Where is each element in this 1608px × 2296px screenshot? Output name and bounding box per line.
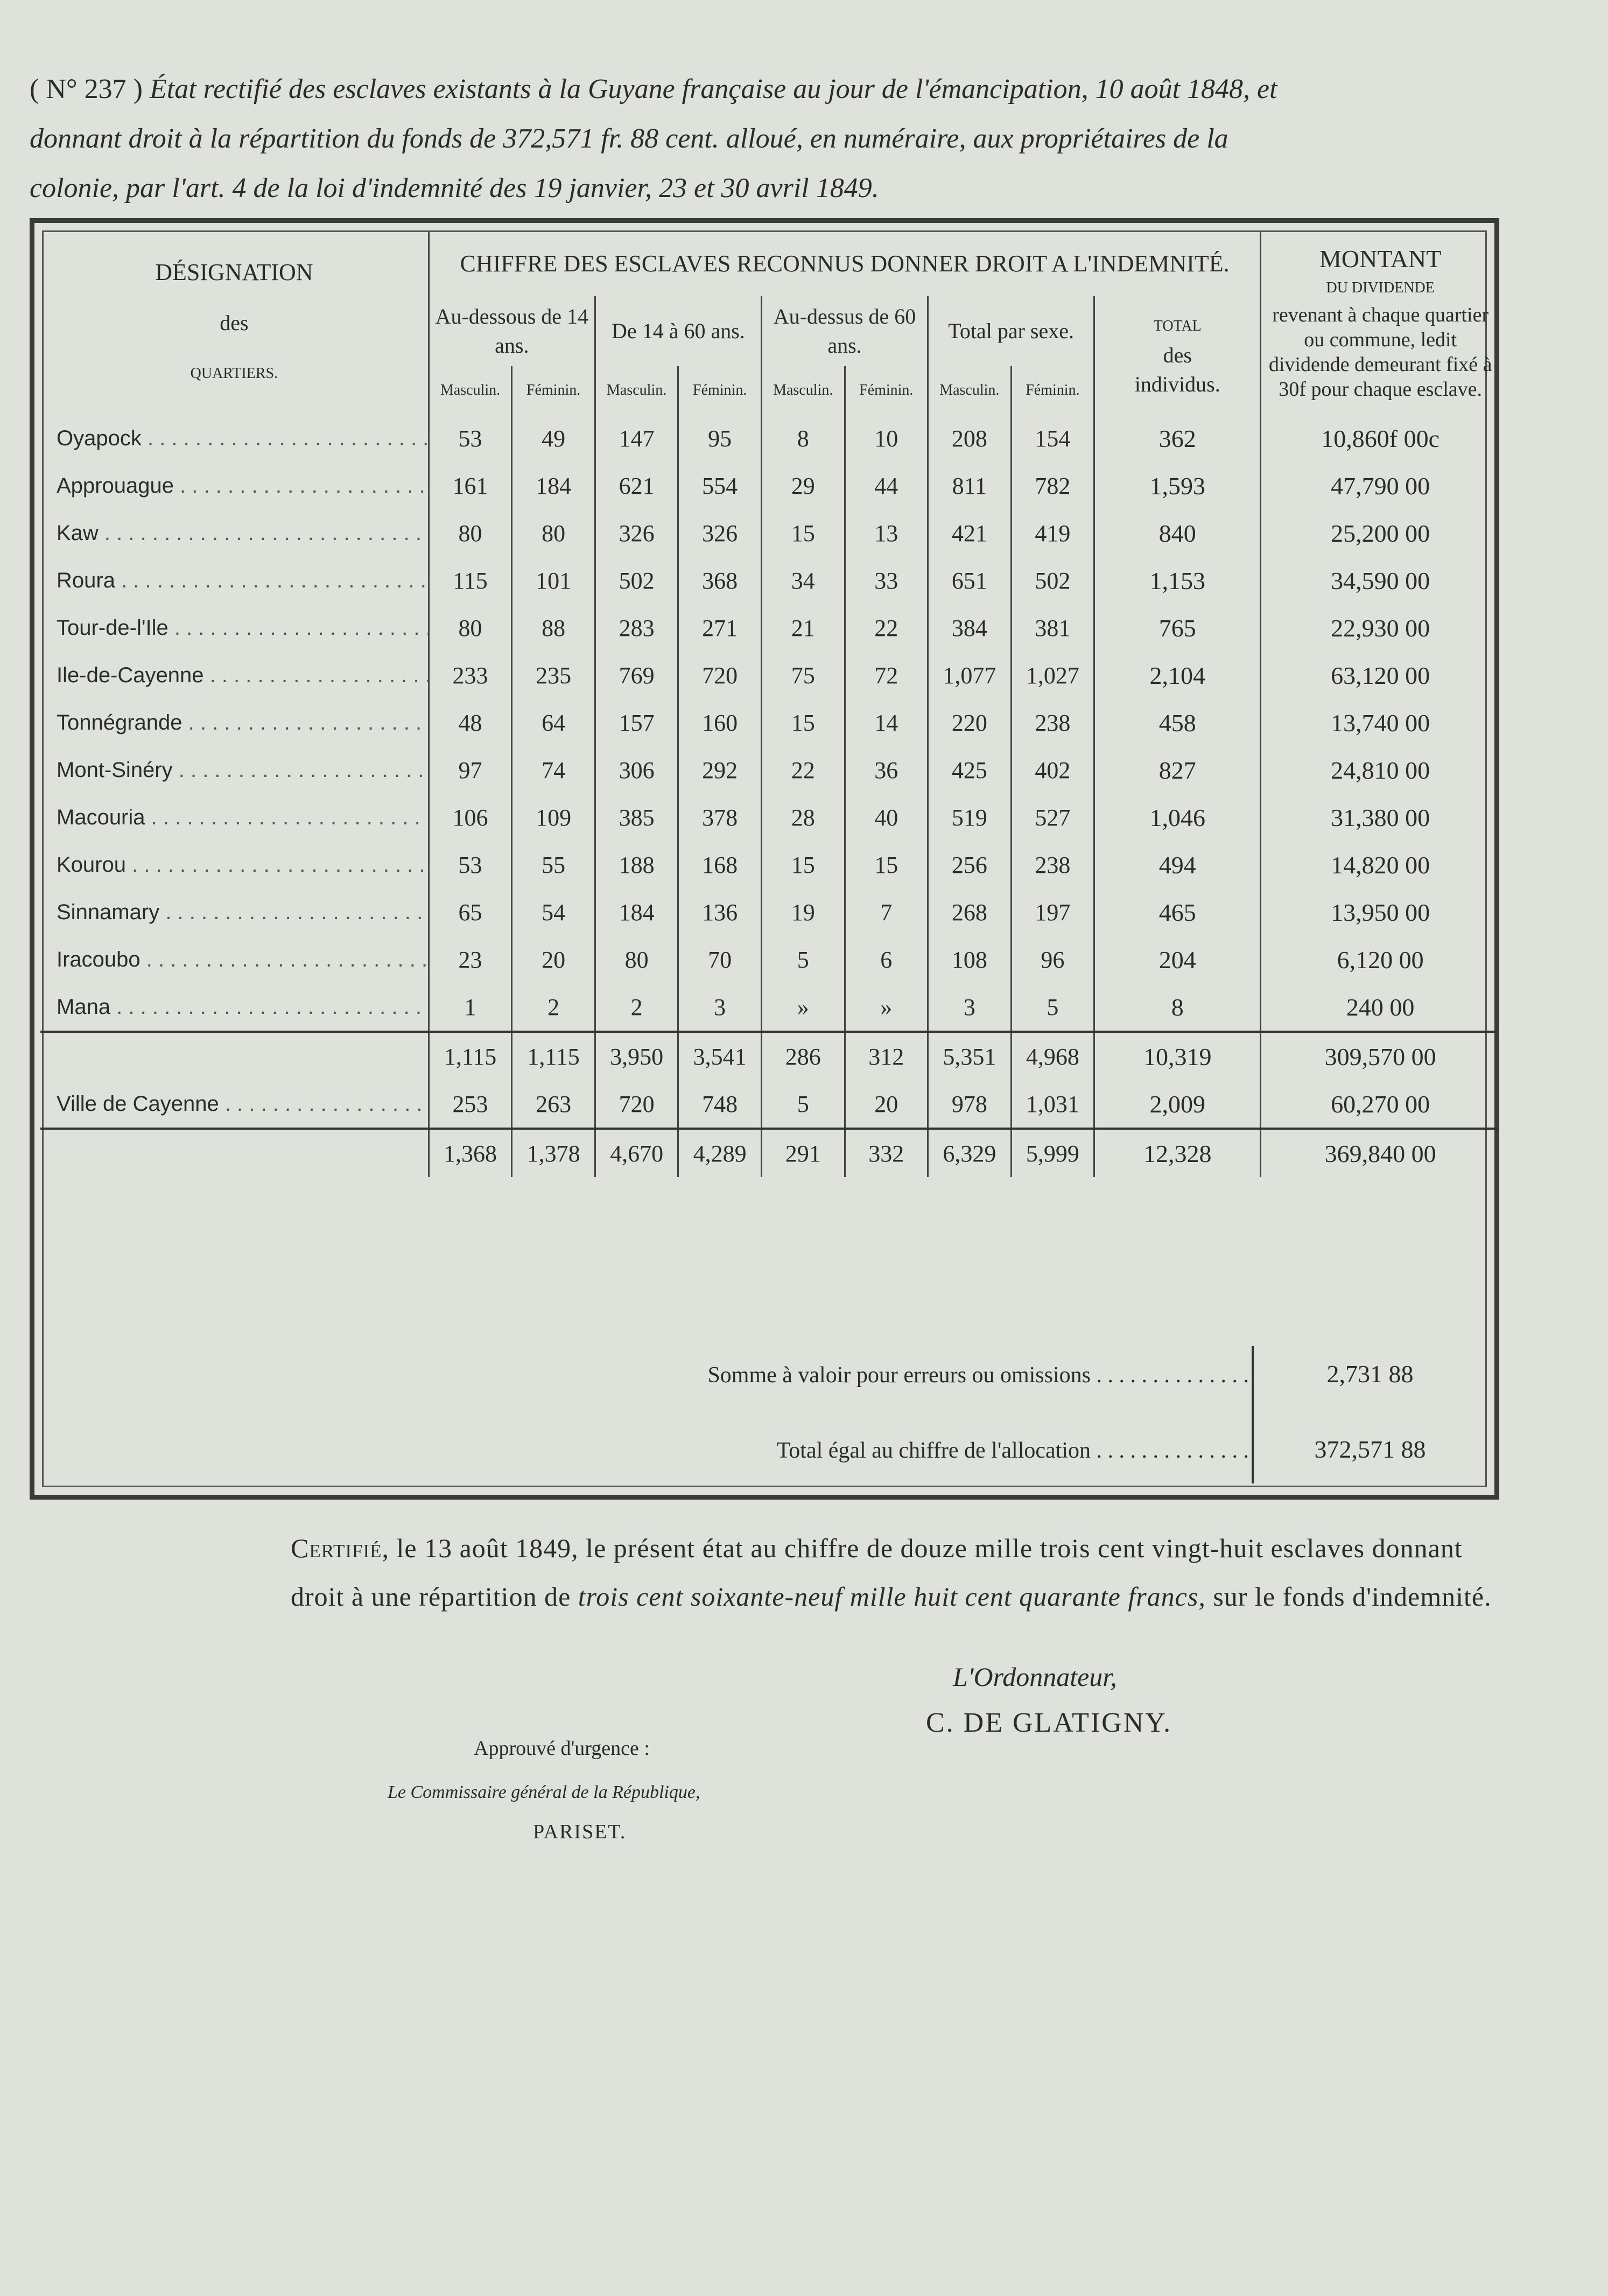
count-cell: 20 (845, 1080, 928, 1129)
quartier-name: Sinnamary . . . (40, 888, 429, 936)
table-row (40, 415, 1499, 462)
montant-cell: 31,380 00 (1261, 794, 1499, 841)
count-cell: 15 (761, 699, 845, 746)
count-cell: 720 (595, 1080, 678, 1129)
count-cell: 75 (761, 652, 845, 699)
count-cell: 208 (928, 415, 1012, 462)
count-cell: 106 (429, 794, 512, 841)
quartier-name: Kaw . . . (40, 509, 429, 557)
total-cell: 8 (1094, 983, 1261, 1032)
count-cell: » (761, 983, 845, 1032)
count-cell: 238 (1011, 841, 1094, 888)
count-cell: 188 (595, 841, 678, 888)
total-cell: 2,009 (1094, 1080, 1261, 1129)
count-cell: 378 (678, 794, 762, 841)
quartier-name: Approuague . . . (40, 462, 429, 509)
total-cell: 12,328 (1094, 1129, 1261, 1177)
count-cell: 80 (512, 509, 595, 557)
count-cell: 13 (845, 509, 928, 557)
count-cell: 7 (845, 888, 928, 936)
count-cell: 101 (512, 557, 595, 604)
table-row (40, 936, 1499, 983)
count-cell: 14 (845, 699, 928, 746)
header-line-1: État rectifié des esclaves existants à la Guyane française au jour de l'émancipation, 10 août 1848, et (149, 74, 1277, 104)
count-cell: 53 (429, 415, 512, 462)
certification-text: Certifié, le 13 août 1849, le présent état au chiffre de douze mille trois cent vingt-huit esclaves donnant droit à une répartition de trois cent soixante-neuf mille huit cent quarante francs, sur le fonds d'indemnité. (291, 1533, 1492, 1612)
count-cell: 10 (845, 415, 928, 462)
count-cell: 1,077 (928, 652, 1012, 699)
count-cell: 80 (429, 509, 512, 557)
count-cell: 44 (845, 462, 928, 509)
count-cell: 34 (761, 557, 845, 604)
count-cell: 238 (1011, 699, 1094, 746)
total-sexe-header: Total par sexe. (928, 296, 1094, 366)
count-cell: 3 (678, 983, 762, 1032)
count-cell: 48 (429, 699, 512, 746)
table-row (40, 557, 1499, 604)
count-cell: 368 (678, 557, 762, 604)
count-cell: 425 (928, 746, 1012, 794)
count-cell: 115 (429, 557, 512, 604)
count-cell: 4,289 (678, 1129, 762, 1177)
count-cell: 5 (761, 936, 845, 983)
total-cell: 494 (1094, 841, 1261, 888)
quartier-name: Tour-de-l'Ile . . . (40, 604, 429, 652)
table-row (40, 794, 1499, 841)
count-cell: 74 (512, 746, 595, 794)
masc-col: Masculin. (429, 366, 512, 415)
count-cell: 1,027 (1011, 652, 1094, 699)
chiffre-header: CHIFFRE DES ESCLAVES RECONNUS DONNER DROIT A L'INDEMNITÉ. (429, 232, 1261, 296)
quartier-name (40, 1032, 429, 1080)
count-cell: 96 (1011, 936, 1094, 983)
count-cell: 233 (429, 652, 512, 699)
count-cell: 80 (429, 604, 512, 652)
count-cell: 381 (1011, 604, 1094, 652)
count-cell: 157 (595, 699, 678, 746)
quartier-name: Ville de Cayenne . . . (40, 1080, 429, 1129)
somme-value: 2,731 88 (1326, 1360, 1414, 1388)
count-cell: 268 (928, 888, 1012, 936)
montant-cell: 13,740 00 (1261, 699, 1499, 746)
count-cell: 36 (845, 746, 928, 794)
count-cell: 263 (512, 1080, 595, 1129)
count-cell: 291 (761, 1129, 845, 1177)
count-cell: 136 (678, 888, 762, 936)
quartier-name: Kourou . . . (40, 841, 429, 888)
count-cell: 15 (761, 509, 845, 557)
count-cell: 22 (761, 746, 845, 794)
count-cell: 109 (512, 794, 595, 841)
montant-cell: 369,840 00 (1261, 1129, 1499, 1177)
count-cell: 519 (928, 794, 1012, 841)
quartier-name: Roura . . . (40, 557, 429, 604)
table-row (40, 888, 1499, 936)
table-row (40, 1080, 1499, 1129)
designation-header: DÉSIGNATION des QUARTIERS. (155, 259, 313, 382)
total-cell: 1,153 (1094, 557, 1261, 604)
count-cell: 184 (512, 462, 595, 509)
quartier-name: Mont-Sinéry . . . (40, 746, 429, 794)
fem-col: Féminin. (845, 366, 928, 415)
masc-col: Masculin. (928, 366, 1012, 415)
count-cell: 3 (928, 983, 1012, 1032)
count-cell: 54 (512, 888, 595, 936)
count-cell: 621 (595, 462, 678, 509)
count-cell: 527 (1011, 794, 1094, 841)
count-cell: 64 (512, 699, 595, 746)
total-cell: 10,319 (1094, 1032, 1261, 1080)
count-cell: 19 (761, 888, 845, 936)
count-cell: 29 (761, 462, 845, 509)
count-cell: 811 (928, 462, 1012, 509)
count-cell: 15 (845, 841, 928, 888)
count-cell: 6 (845, 936, 928, 983)
header-line-2: donnant droit à la répartition du fonds de 372,571 fr. 88 cent. alloué, en numéraire, aux propriétaires de la (30, 123, 1228, 154)
fem-col: Féminin. (1011, 366, 1094, 415)
count-cell: 502 (1011, 557, 1094, 604)
total-cell: 362 (1094, 415, 1261, 462)
montant-cell: 47,790 00 (1261, 462, 1499, 509)
montant-header: MONTANT DU DIVIDENDE revenant à chaque quartier ou commune, ledit dividende demeurant fixé à 30f pour chaque esclave. (1261, 232, 1499, 415)
count-cell: 8 (761, 415, 845, 462)
count-cell: 554 (678, 462, 762, 509)
count-cell: 326 (595, 509, 678, 557)
montant-cell: 34,590 00 (1261, 557, 1499, 604)
total-cell: 204 (1094, 936, 1261, 983)
count-cell: 402 (1011, 746, 1094, 794)
table-row (40, 699, 1499, 746)
count-cell: 160 (678, 699, 762, 746)
count-cell: 384 (928, 604, 1012, 652)
total-cell: 827 (1094, 746, 1261, 794)
commissaire-name: PARISET. (533, 1821, 627, 1843)
approval-label: Approuvé d'urgence : (474, 1737, 650, 1760)
count-cell: 197 (1011, 888, 1094, 936)
montant-cell: 10,860f 00c (1261, 415, 1499, 462)
count-cell: 168 (678, 841, 762, 888)
quartier-name (40, 1129, 429, 1177)
table-row (40, 652, 1499, 699)
total-cell: 2,104 (1094, 652, 1261, 699)
table-row (40, 983, 1499, 1032)
montant-cell: 60,270 00 (1261, 1080, 1499, 1129)
count-cell: 1,115 (429, 1032, 512, 1080)
count-cell: 253 (429, 1080, 512, 1129)
count-cell: 21 (761, 604, 845, 652)
count-cell: 748 (678, 1080, 762, 1129)
count-cell: 4,670 (595, 1129, 678, 1177)
ordonnateur-title: L'Ordonnateur, (953, 1662, 1117, 1692)
count-cell: 33 (845, 557, 928, 604)
count-cell: 2 (512, 983, 595, 1032)
count-cell: 782 (1011, 462, 1094, 509)
quartier-name: Iracoubo . . . (40, 936, 429, 983)
total-cell: 840 (1094, 509, 1261, 557)
document-number: ( N° 237 ) (30, 74, 143, 104)
quartier-name: Mana . . . (40, 983, 429, 1032)
montant-cell: 63,120 00 (1261, 652, 1499, 699)
count-cell: 15 (761, 841, 845, 888)
count-cell: 5,351 (928, 1032, 1012, 1080)
fem-col: Féminin. (678, 366, 762, 415)
commissaire-title: Le Commissaire général de la République, (388, 1782, 700, 1802)
montant-cell: 309,570 00 (1261, 1032, 1499, 1080)
count-cell: 1,115 (512, 1032, 595, 1080)
montant-cell: 22,930 00 (1261, 604, 1499, 652)
quartier-name: Ile-de-Cayenne . . . (40, 652, 429, 699)
count-cell: 292 (678, 746, 762, 794)
count-cell: 283 (595, 604, 678, 652)
count-cell: 184 (595, 888, 678, 936)
over60-header: Au-dessus de 60 ans. (761, 296, 928, 366)
count-cell: 97 (429, 746, 512, 794)
slave-indemnity-table (40, 232, 1499, 1177)
count-cell: 65 (429, 888, 512, 936)
count-cell: 271 (678, 604, 762, 652)
total-cell: 765 (1094, 604, 1261, 652)
montant-cell: 14,820 00 (1261, 841, 1499, 888)
count-cell: 23 (429, 936, 512, 983)
total-egal-value: 372,571 88 (1314, 1436, 1426, 1463)
divider (1252, 1346, 1254, 1483)
count-cell: 502 (595, 557, 678, 604)
count-cell: 154 (1011, 415, 1094, 462)
masc-col: Masculin. (761, 366, 845, 415)
count-cell: 108 (928, 936, 1012, 983)
count-cell: 312 (845, 1032, 928, 1080)
count-cell: 147 (595, 415, 678, 462)
ordonnateur-name: C. DE GLATIGNY. (926, 1707, 1172, 1738)
document-header (30, 65, 1526, 213)
count-cell: 720 (678, 652, 762, 699)
fem-col: Féminin. (512, 366, 595, 415)
table-body (40, 415, 1499, 1177)
count-cell: 22 (845, 604, 928, 652)
montant-cell: 25,200 00 (1261, 509, 1499, 557)
count-cell: 55 (512, 841, 595, 888)
montant-cell: 6,120 00 (1261, 936, 1499, 983)
under14-header: Au-dessous de 14 ans. (429, 296, 595, 366)
count-cell: 40 (845, 794, 928, 841)
count-cell: 4,968 (1011, 1032, 1094, 1080)
count-cell: 5,999 (1011, 1129, 1094, 1177)
masc-col: Masculin. (595, 366, 678, 415)
count-cell: 3,950 (595, 1032, 678, 1080)
table-row (40, 462, 1499, 509)
count-cell: 88 (512, 604, 595, 652)
count-cell: 286 (761, 1032, 845, 1080)
count-cell: 6,329 (928, 1129, 1012, 1177)
count-cell: 72 (845, 652, 928, 699)
header-line-3: colonie, par l'art. 4 de la loi d'indemnité des 19 janvier, 23 et 30 avril 1849. (30, 173, 879, 204)
count-cell: 419 (1011, 509, 1094, 557)
quartier-name: Macouria . . . (40, 794, 429, 841)
table-row (40, 1032, 1499, 1080)
count-cell: 161 (429, 462, 512, 509)
count-cell: 70 (678, 936, 762, 983)
count-cell: 3,541 (678, 1032, 762, 1080)
count-cell: 326 (678, 509, 762, 557)
count-cell: » (845, 983, 928, 1032)
count-cell: 1,031 (1011, 1080, 1094, 1129)
total-egal-label: Total égal au chiffre de l'allocation . . . (619, 1438, 1249, 1464)
montant-cell: 24,810 00 (1261, 746, 1499, 794)
count-cell: 20 (512, 936, 595, 983)
count-cell: 1,368 (429, 1129, 512, 1177)
count-cell: 769 (595, 652, 678, 699)
count-cell: 53 (429, 841, 512, 888)
count-cell: 421 (928, 509, 1012, 557)
table-row (40, 746, 1499, 794)
count-cell: 220 (928, 699, 1012, 746)
quartier-name: Oyapock . . . (40, 415, 429, 462)
table-row (40, 841, 1499, 888)
table-row (40, 509, 1499, 557)
table-row (40, 1129, 1499, 1177)
count-cell: 306 (595, 746, 678, 794)
quartier-name: Tonnégrande . . . (40, 699, 429, 746)
count-cell: 2 (595, 983, 678, 1032)
count-cell: 332 (845, 1129, 928, 1177)
total-cell: 458 (1094, 699, 1261, 746)
count-cell: 95 (678, 415, 762, 462)
total-cell: 1,046 (1094, 794, 1261, 841)
count-cell: 49 (512, 415, 595, 462)
table-row (40, 604, 1499, 652)
count-cell: 1,378 (512, 1129, 595, 1177)
total-cell: 465 (1094, 888, 1261, 936)
count-cell: 28 (761, 794, 845, 841)
count-cell: 80 (595, 936, 678, 983)
count-cell: 978 (928, 1080, 1012, 1129)
count-cell: 651 (928, 557, 1012, 604)
total-individus-header: TOTAL des individus. (1094, 296, 1261, 415)
count-cell: 1 (429, 983, 512, 1032)
montant-cell: 240 00 (1261, 983, 1499, 1032)
somme-label: Somme à valoir pour erreurs ou omissions . . . (619, 1362, 1249, 1388)
count-cell: 5 (761, 1080, 845, 1129)
montant-cell: 13,950 00 (1261, 888, 1499, 936)
count-cell: 5 (1011, 983, 1094, 1032)
count-cell: 256 (928, 841, 1012, 888)
count-cell: 385 (595, 794, 678, 841)
total-cell: 1,593 (1094, 462, 1261, 509)
count-cell: 235 (512, 652, 595, 699)
14to60-header: De 14 à 60 ans. (595, 296, 761, 366)
